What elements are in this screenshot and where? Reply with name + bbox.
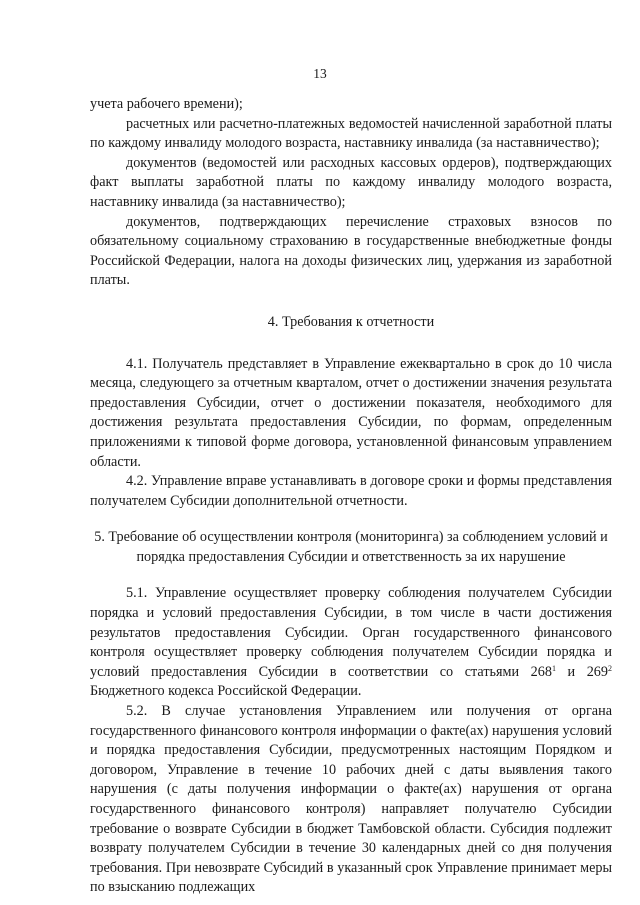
section-4-heading: 4. Требования к отчетности [267,313,435,330]
paragraph-5-2: 5.2. В случае установления Управлением или получения от органа государственного финансового контроля информации о факте(ах) нарушения условий и порядка предоставления Субсидии, предусмотренных настоящим Порядком и договором, Управление в течение 10 рабочих дней с даты выявления такого нарушения (с даты получения информации о факте(ах) нарушения от органа государственного финансового контроля) направляет получателю Субсидии требование о возврате Субсидии в бюджет Тамбовской области. Субсидия подлежит возврату получателем Субсидии в течение 30 календарных дней со дня получения требования. При невозврате Субсидий в указанный срок Управление принимает меры по взысканию подлежащих [90,703,612,896]
page-number: 13 [313,66,327,81]
paragraph-payment-documents: документов (ведомостей или расходных кассовых ордеров), подтверждающих факт выплаты заработной платы по каждому инвалиду молодого возраста, наставнику инвалида (за наставничество); [90,154,612,210]
paragraph-5-1: 5.1. Управление осуществляет проверку соблюдения получателем Субсидии порядка и условий предоставления Субсидии, в том числе в части достижения результатов предоставления Субсидии. Орган государственного финансового контроля осуществляет проверку соблюдения получателем Субсидии порядка и условий предоставления Субсидии в соответствии со статьями $268^1$ и $269^2$ Бюджетного кодекса Российской Федерации. [90,585,612,700]
paragraph-continuation: учета рабочего времени); [90,96,243,112]
paragraph-insurance-documents: документов, подтверждающих перечисление страховых взносов по обязательному социальному страхованию в государственные внебюджетные фонды Российской Федерации, налога на доходы физических лиц, удержания из заработной платы. [90,213,612,289]
section-5-heading: 5. Требование об осуществлении контроля (мониторинга) за соблюдением условий и порядка предоставления Субсидии и ответственность за их нарушение [94,529,608,565]
paragraph-payroll-statements: расчетных или расчетно-платежных ведомостей начисленной заработной платы по каждому инвалиду молодого возраста, наставнику инвалида (за наставничество); [90,115,612,152]
paragraph-4-2: 4.2. Управление вправе устанавливать в договоре сроки и формы представления получателем Субсидии дополнительной отчетности. [90,473,612,509]
page-content [90,95,612,898]
paragraph-4-1: 4.1. Получатель представляет в Управление ежеквартально в срок до 10 числа месяца, следующего за отчетным кварталом, отчет о достижении значения результата предоставления Субсидии, отчет о достижении показателя, необходимого для достижения результата предоставления Субсидии, по формам, определенным приложениями к типовой форме договора, установленной финансовым управлением области. [90,355,612,470]
